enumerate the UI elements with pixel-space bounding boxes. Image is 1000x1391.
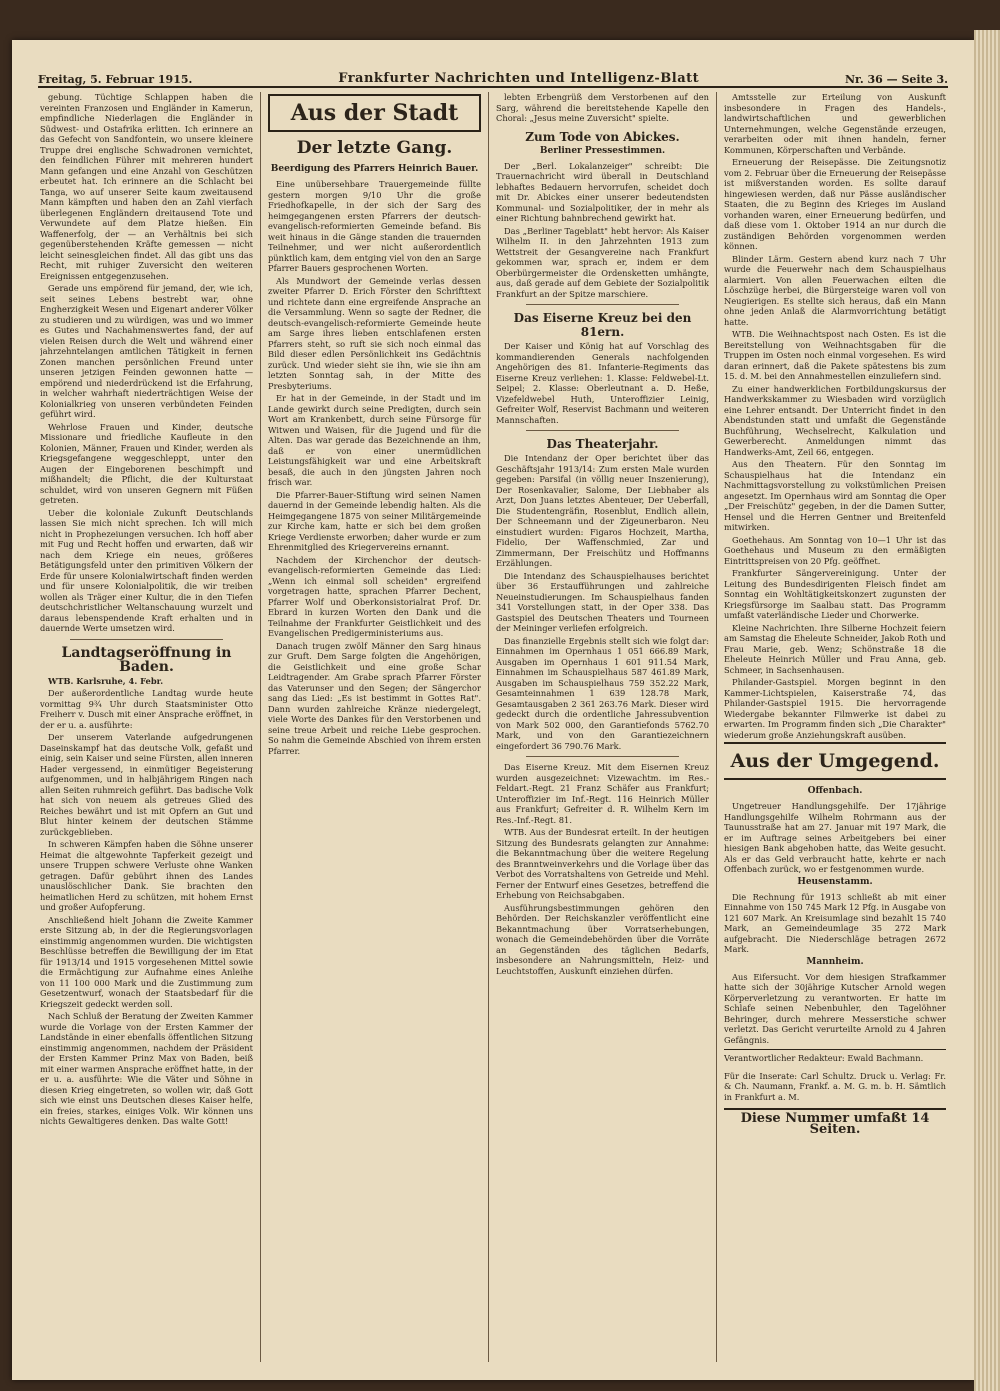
col1-paragraph: Anschließend hielt Johann die Zweite Kammer erste Sitzung ab, in der die Regierungsvorlagen einstimmig angenommen wurden. Die wichtigsten Beschlüsse betreffen die Bewilligung der im Etat für 1913/14 und 1915 vorgesehenen Mittel sowie die Ermächtigung zur Aufnahme eines Anleihe von 11 100 000 Mark und die Zustimmung zum Gesetzentwurf, wonach der Staatsbedarf für die Kriegszeit gedeckt werden soll. xyxy=(40,914,253,1009)
col2-paragraph: Als Mundwort der Gemeinde verlas dessen zweiter Pfarrer D. Erich Förster den Schrifttext und richtete dann eine ergreifende Ansprache an die Versammlung. Wenn so sagte der Redner, die deutsch-evangelisch-reformierte Gemeinde heute am Sarge ihres lieben entschlafenen ersten Pfarrers steht, so ruft sie sich noch einmal das Bild dieser edlen Persönlichkeit ins Gedächtnis zurück. Und wieder sieht sie ihn, wie sie ihn am letzten Sonntag sah, in der Mitte des Presbyteriums. xyxy=(268,275,481,391)
header-page-number: Nr. 36 — Seite 3. xyxy=(845,73,948,86)
col1-paragraph: Der außerordentliche Landtag wurde heute vormittag 9¾ Uhr durch Staatsminister Otto Freiherr v. Dusch mit einer Ansprache eröffnet, in der er u. a. ausführte: xyxy=(40,688,253,730)
col2-paragraph: Er hat in der Gemeinde, in der Stadt und im Lande gewirkt durch seine Predigten, durch sein Wort am Krankenbett, durch seine Fürsorge für Witwen und Waisen, für die Jugend und für die Alten. Das war gerade das Bezeichnende an ihm, daß er von einer unermüdlichen Leistungsfähigkeit war und eine Arbeitskraft besaß, die auch in den jüngsten Jahren noch frisch war. xyxy=(268,393,481,487)
col4-paragraph: Philander-Gastspiel. Morgen beginnt in den Kammer-Lichtspielen, Kaiserstraße 74, das Philander-Gastspiel 1915. Die hervorragende Wiedergabe bekannter Filmwerke ist dabei zu erwarten. Im Programm finden sich „Die Charakter" wiederum große Anziehungskraft ausüben. xyxy=(724,677,946,740)
article-subtitle: Beerdigung des Pfarrers Heinrich Bauer. xyxy=(270,164,479,174)
place-heading-heusenstamm: Heusenstamm. xyxy=(797,876,873,887)
col3-paragraph: Der „Berl. Lokalanzeiger" schreibt: Die Trauernachricht wird überall in Deutschland lebhaftes Bedauern hervorrufen, scheidet doch mit Dr. Abickes einer unserer bedeutendsten Kommunal- und Sozialpolitiker, der in mehr als einer Richtung bahnbrechend gewirkt hat. xyxy=(496,160,709,223)
divider xyxy=(526,430,679,431)
page-count-note: Diese Nummer umfaßt 14 Seiten. xyxy=(724,1108,946,1135)
col4-paragraph: Erneuerung der Reisepässe. Die Zeitungsnotiz vom 2. Februar über die Erneuerung der Reisepässe ist mißverstanden worden. Es sollte darauf hingewiesen werden, daß nur Pässe ausländischer Staaten, die zu Beginn des Krieges im Ausland vorhanden waren, einer Erneuerung bedürfen, und daß diese vom 1. Oktober 1914 an nur durch die zuständigen Behörden vorgenommen werden können. xyxy=(724,157,946,251)
col2-paragraph: Die Pfarrer-Bauer-Stiftung wird seinen Namen dauernd in der Gemeinde lebendig halten. Als die Heimgegangene 1875 von seiner Militärgemeinde zur Kirche kam, hatte er sich bei dem großen Kriege Verdienste erworben; daher wurde er zum Ehrenmitglied des Kriegervereins ernannt. xyxy=(268,489,481,552)
dateline: WTB. Karlsruhe, 4. Febr. xyxy=(48,675,164,686)
article-subtitle: Berliner Pressestimmen. xyxy=(539,145,666,156)
place-heading-mannheim: Mannheim. xyxy=(806,956,864,967)
page-header xyxy=(38,64,948,88)
column-2 xyxy=(268,92,481,1372)
col4-paragraph: Kleine Nachrichten. Ihre Silberne Hochzeit feiern am Samstag die Eheleute Schneider, Jakob Roth und Frau Marie, geb. Wenz; Schönstraße 18 die Eheleute Heinrich Müller und Frau Anna, geb. Schmeer, in Sachsenhausen. xyxy=(724,622,946,675)
col3-paragraph: Die Intendanz der Oper berichtet über das Geschäftsjahr 1913/14: Zum ersten Male wurden gegeben: Parsifal (in völlig neuer Inszenierung), Der Rosenkavalier, Salome, Der Liebhaber als Arzt, Don Juans letztes Abenteuer, Der Ueberfall, Die Studentengräfin, Rosenblut, Endlich allein, Der Schneemann und der Zigeunerbaron. Neu einstudiert wurden: Figaros Hochzeit, Martha, Fidelio, Der Waffenschmied, Zar und Zimmermann, Der Freischütz und Hoffmanns Erzählungen. xyxy=(496,453,709,568)
divider xyxy=(526,304,679,305)
column-3 xyxy=(496,92,709,1372)
place-heading-offenbach: Offenbach. xyxy=(807,786,863,796)
col1-paragraph: Wehrlose Frauen und Kinder, deutsche Missionare und friedliche Kaufleute in den Kolonien, Männer, Frauen und Kinder, werden als Kriegsgefangene weggeschleppt, unter den Augen der Eingeborenen beschimpft und mißhandelt; die Pflicht, die der Kulturstaat schuldet, wird von unseren Gegnern mit Füßen getreten. xyxy=(40,421,253,505)
divider xyxy=(70,639,223,640)
column-rule xyxy=(260,92,261,1362)
divider xyxy=(526,756,679,757)
section-banner-stadt: Aus der Stadt xyxy=(268,94,481,132)
article-title-eiserne-kreuz: Das Eiserne Kreuz bei den 81ern. xyxy=(513,311,692,339)
col3-paragraph: Das „Berliner Tageblatt" hebt hervor: Als Kaiser Wilhelm II. in den Jahrzehnten 1913 zum Wettstreit der Gesangvereine nach Frankfurt gekommen war, sprach er, indem er dem Oberbürgermeister die Ordensketten umhängte, aus, daß gerade auf dem Gebiete der Sozialpolitik Frankfurt an der Spitze marschiere. xyxy=(496,225,709,299)
col1-paragraph: In schweren Kämpfen haben die Söhne unserer Heimat die altgewohnte Tapferkeit gezeigt und unsere Truppen schwere Verluste ohne Wanken getragen. Dafür gebührt ihnen des Landes unauslöschlicher Dank. Sie brachten den heimatlichen Herd zu schützen, mit hohem Ernst und großer Aufopferung. xyxy=(40,839,253,912)
col3-paragraph: WTB. Aus der Bundesrat erteilt. In der heutigen Sitzung des Bundesrats gelangten zur Annahme: die Bekanntmachung über die weitere Regelung des Branntweinverkehrs und die Vorlage über das Verbot des Vorratshaltens von Getreide und Mehl. Ferner der Entwurf eines Gesetzes, betreffend die Erhebung von Reichsabgaben. xyxy=(496,827,709,900)
col4-paragraph: Aus den Theatern. Für den Sonntag im Schauspielhaus hat die Intendanz ein Nachmittagsvorstellung zu volkstümlichen Preisen angesetzt. Im Opernhaus wird am Sonntag die Oper „Der Freischütz" gegeben, in der die Damen Sutter, Hensel und die Herren Gentner und Breitenfeld mitwirken. xyxy=(724,459,946,532)
column-rule xyxy=(716,92,717,1362)
column-4 xyxy=(724,92,946,1372)
col3-intro: lebten Erbengrüß dem Verstorbenen auf den Sarg, während die bereitstehende Kapelle den Choral: „Jesus meine Zuversicht" spielte. xyxy=(496,92,709,123)
col4-paragraph: WTB. Die Weihnachtspost nach Osten. Es ist die Bereitstellung von Weihnachtsgaben für die Truppen im Osten noch einmal vorgesehen. Es wird daran erinnert, daß die Pakete spätestens bis zum 15. d. M. bei den Annahmestellen einzuliefern sind. xyxy=(724,329,946,381)
header-date: Freitag, 5. Februar 1915. xyxy=(38,73,193,86)
col3-paragraph: Ausführungsbestimmungen gehören den Behörden. Der Reichskanzler veröffentlicht eine Bekanntmachung über Vorratserhebungen, wonach die Gemeindebehörden über die Vorräte an Gegenständen des täglichen Bedarfs, insbesondere an Nahrungsmitteln, Heiz- und Leuchtstoffen, Auskunft einziehen dürfen. xyxy=(496,902,709,976)
article-title-landtag: Landtagseröffnung in Baden. xyxy=(61,644,232,675)
col1-intro: gebung. Tüchtige Schlappen haben die vereinten Franzosen und Engländer in Kamerun, empfindliche Niederlagen die Engländer in Südwest- und Ostafrika erlitten. Ich erinnere an das Gefecht von Sandfontein, wo unsere kleinere Truppe drei englische Schwadronen vernichtet, den feindlichen Führer mit mehreren hundert Mann gefangen und eine Anzahl von Geschützen erbeutet hat. Ich erinnere an die Schlacht bei Tanga, wo auf unserer Seite kaum zweitausend Mann kämpften und haben den an Zahl vierfach überlegenen Engländern dreitausend Tote und Verwundete auf dem Platze hießen. Ein Waffenerfolg, der — an Verhältnis bei sich gegenüberstehenden Kräfte gemessen — nicht leicht seinesgleichen findet. All das gibt uns das Recht, mit ruhiger Zuversicht den weiteren Ereignissen entgegenzusehen. xyxy=(40,92,253,281)
col4-paragraph: Ungetreuer Handlungsgehilfe. Der 17jährige Handlungsgehilfe Wilhelm Rohrmann aus der Taunusstraße hat am 27. Januar mit 197 Mark, die er im Auftrage seines Arbeitgebers bei einer hiesigen Bank abgehoben hatte, das Weite gesucht. Als er das Geld verbraucht hatte, kehrte er nach Offenbach zurück, wo er festgenommen wurde. xyxy=(724,801,946,874)
article-title-abickes: Zum Tode von Abickes. xyxy=(525,129,680,144)
col3-paragraph: Die Intendanz des Schauspielhauses berichtet über 36 Erstaufführungen und zahlreiche Neueinstudierungen. Im Schauspielhaus fanden 341 Vorstellungen statt, in der Oper 338. Das Gastspiel des Deutschen Theaters und Tourneen der Meininger verliefen erfolgreich. xyxy=(496,570,709,633)
col2-paragraph: Nachdem der Kirchenchor der deutsch-evangelisch-reformierten Gemeinde das Lied: „Wenn ich einmal soll scheiden" ergreifend vorgetragen hatte, sprachen Pfarrer Dechent, Pfarrer Wolf und Oberkonsistorialrat Prof. Dr. Ebrard in kurzen Worten den Dank und die Teilnahme der Frankfurter Geistlichkeit und des Evangelischen Predigerministeriums aus. xyxy=(268,554,481,638)
col3-paragraph: Das finanzielle Ergebnis stellt sich wie folgt dar: Einnahmen im Opernhaus 1 051 666.89 Mark, Ausgaben im Opernhaus 1 601 911.54 Mark, Einnahmen im Schauspielhaus 587 461.89 Mark, Ausgaben im Schauspielhaus 759 352.22 Mark, Gesamteinnahmen 1 639 128.78 Mark, Gesamtausgaben 2 361 263.76 Mark. Dieser wird gedeckt durch die ordentliche Jahressubvention von Mark 502 000, den Garantiefonds 5762.70 Mark, und von den Garantiezeichnern eingefordert 36 790.76 Mark. xyxy=(496,635,709,751)
col4-paragraph: Die Rechnung für 1913 schließt ab mit einer Einnahme von 150 745 Mark 12 Pfg. in Ausgabe von 121 607 Mark. An Kreisumlage sind bezahlt 15 740 Mark, an Gemeindeumlage 35 272 Mark aufgebracht. Die Niederschläge betragen 2672 Mark. xyxy=(724,891,946,954)
col3-paragraph: Das Eiserne Kreuz. Mit dem Eisernen Kreuz wurden ausgezeichnet: Vizewachtm. im Res.-Feldart.-Regt. 21 Franz Schäfer aus Frankfurt; Unteroffizier im Inf.-Regt. 116 Heinrich Müller aus Frankfurt; Gefreiter d. R. Wilhelm Kern im Res.-Inf.-Regt. 81. xyxy=(496,762,709,825)
col4-paragraph: Goethehaus. Am Sonntag von 10—1 Uhr ist das Goethehaus und Museum zu den ermäßigten Eintrittspreisen von 20 Pfg. geöffnet. xyxy=(724,534,946,566)
col2-paragraph: Eine unübersehbare Trauergemeinde füllte gestern morgen 9/10 Uhr die große Friedhofkapelle, in der sich der Sarg des heimgegangenen ersten Pfarrers der deutsch-evangelisch-reformierten Gemeinde befand. Bis weit hinaus in die Gänge standen die trauernden Teilnehmer, und wer nicht außerordentlich pünktlich kam, dem entging viel von den an Sarge Pfarrer Bauers gesprochenen Worten. xyxy=(268,179,481,273)
column-rule xyxy=(488,92,489,1362)
col4-intro: Amtsstelle zur Erteilung von Auskunft insbesondere in Fragen des Handels-, landwirtschaftlichen und gewerblichen Unternehmungen, welche Gegenstände erzeugen, verarbeiten oder mit ihnen handeln, ferner Kommunen, Körperschaften und Verbände. xyxy=(724,92,946,155)
masthead: Frankfurter Nachrichten und Intelligenz-Blatt xyxy=(338,71,700,86)
col1-paragraph: Gerade uns empörend für jemand, der, wie ich, seit seines Lebens bestrebt war, ohne Engherzigkeit Wesen und Eigenart anderer Völker zu studieren und zu würdigen, was und wo immer es Gutes und Nachahmenswertes fand, der auf vielen Reisen durch die Welt und während einer jahrzehntelangen amtlichen Tätigkeit in fernen Zonen manchen persönlichen Freund unter unseren jetzigen Feinden gewonnen hatte — empörend und niederdrückend ist die Erfahrung, in welcher wahrhaft niederträchtigen Weise der Kolonialkrieg von unseren verbündeten Feinden geführt wird. xyxy=(40,283,253,419)
page-edges xyxy=(974,30,1000,1391)
editor-credit: Verantwortlicher Redakteur: Ewald Bachmann. xyxy=(724,1049,946,1064)
section-banner-umgegend: Aus der Umgegend. xyxy=(724,742,946,780)
col4-paragraph: Frankfurter Sängervereinigung. Unter der Leitung des Bundesdirigenten Fleisch findet am Sonntag ein Wohltätigkeitskonzert zugunsten der Kriegsfürsorge im Saalbau statt. Das Programm umfaßt vaterländische Lieder und Chorwerke. xyxy=(724,568,946,620)
col4-paragraph: Aus Eifersucht. Vor dem hiesigen Strafkammer hatte sich der 30jährige Kutscher Arnold wegen Körperverletzung zu verantworten. Er hatte im Schlafe seinen Nebenbuhler, den Tagelöhner Behringer, durch mehrere Messerstiche schwer verletzt. Das Gericht verurteilte Arnold zu 4 Jahren Gefängnis. xyxy=(724,971,946,1045)
col3-paragraph: Der Kaiser und König hat auf Vorschlag des kommandierenden Generals nachfolgenden Angehörigen des 81. Infanterie-Regiments das Eiserne Kreuz verliehen: 1. Klasse: Feldwebel-Lt. Seipel; 2. Klasse: Oberleutnant a. D. Heße, Vizefeldwebel Huth, Unteroffizier Leinig, Gefreiter Wolf, Reservist Bachmann und weiteren Mannschaften. xyxy=(496,341,709,425)
article-title-theaterjahr: Das Theaterjahr. xyxy=(546,437,659,451)
column-1 xyxy=(40,92,253,1372)
col1-paragraph: Ueber die koloniale Zukunft Deutschlands lassen Sie mich nicht sprechen. Ich will mich nicht in Prophezeiungen versuchen. Ich hoff aber mit Fug und Recht hoffen und erwarten, daß wir nach dem Kriege ein neues, größeres Betätigungsfeld unter den primitiven Völkern der Erde für unsere Kolonialwirtschaft finden werden und für unsere Kolonialpolitik, die wir treiben wollen als Träger einer Kultur, die in den Tiefen deutschchristlicher Weltanschauung wurzelt und daraus lebenspendende Kraft erhalten und in dauernde Werte umsetzen wird. xyxy=(40,507,253,633)
col2-paragraph: Danach trugen zwölf Männer den Sarg hinaus zur Gruft. Dem Sarge folgten die Angehörigen, die Geistlichkeit und eine große Schar Leidtragender. Am Grabe sprach Pfarrer Förster das Vaterunser und den Segen; der Sängerchor sang das Lied: „Es ist bestimmt in Gottes Rat". Dann wurden zahlreiche Kränze niedergelegt, viele Worte des Dankes für den Verstorbenen und seine treue Arbeit und reiche Liebe gesprochen. So nahm die Gemeinde Abschied von ihrem ersten Pfarrer. xyxy=(268,640,481,756)
col1-paragraph: Nach Schluß der Beratung der Zweiten Kammer wurde die Vorlage von der Ersten Kammer der Landstände in einer ebenfalls öffentlichen Sitzung einstimmig angenommen, nachdem der Präsident der Ersten Kammer Prinz Max von Baden, beiß mit einer warmen Ansprache eröffnet hatte, in der er u. a. ausführte: Wie die Väter und Söhne in diesen Krieg eingetreten, so wollen wir, daß Gott sich wie einst uns Deutschen dieses Kaiser helfe, ein freies, starkes, einiges Volk. Wir können uns nichts Gewaltigeres denken. Das walte Gott! xyxy=(40,1011,253,1126)
article-title-letzte-gang: Der letzte Gang. xyxy=(296,138,453,158)
publisher-credit: Für die Inserate: Carl Schultz. Druck u. Verlag: Fr. & Ch. Naumann, Frankf. a. M. G. m. b. H. Sämtlich in Frankfurt a. M. xyxy=(724,1070,946,1102)
col1-paragraph: Der unserem Vaterlande aufgedrungenen Daseinskampf hat das deutsche Volk, gefaßt und einig, sein Kaiser und seine Fürsten, allen inneren Hader vergessend, in einmütiger Begeisterung aufgenommen, und in halbjährigem Ringen nach allen Seiten ruhmreich geführt. Das badische Volk hat sich von neuem als getreues Glied des Reiches bewährt und ist mit Opfern an Gut und Blut hinter keinem der deutschen Stämme zurückgeblieben. xyxy=(40,732,253,837)
col4-paragraph: Blinder Lärm. Gestern abend kurz nach 7 Uhr wurde die Feuerwehr nach dem Schauspielhaus alarmiert. Von allen Feuerwachen eilten die Löschzüge herbei, die Bürgersteige waren voll von Neugierigen. Es stellte sich heraus, daß ein Mann ohne jeden Anlaß die Alarmvorrichtung betätigt hatte. xyxy=(724,253,946,327)
col4-paragraph: Zu einer handwerklichen Fortbildungskursus der Handwerkskammer zu Wiesbaden wird vorzüglich eine Lehrer entsandt. Der Unterricht findet in den Abendstunden statt und umfaßt die Gegenstände Buchführung, Wechselrecht, Kalkulation und Gewerberecht. Anmeldungen nimmt das Handwerks-Amt, Zeil 66, entgegen. xyxy=(724,383,946,457)
